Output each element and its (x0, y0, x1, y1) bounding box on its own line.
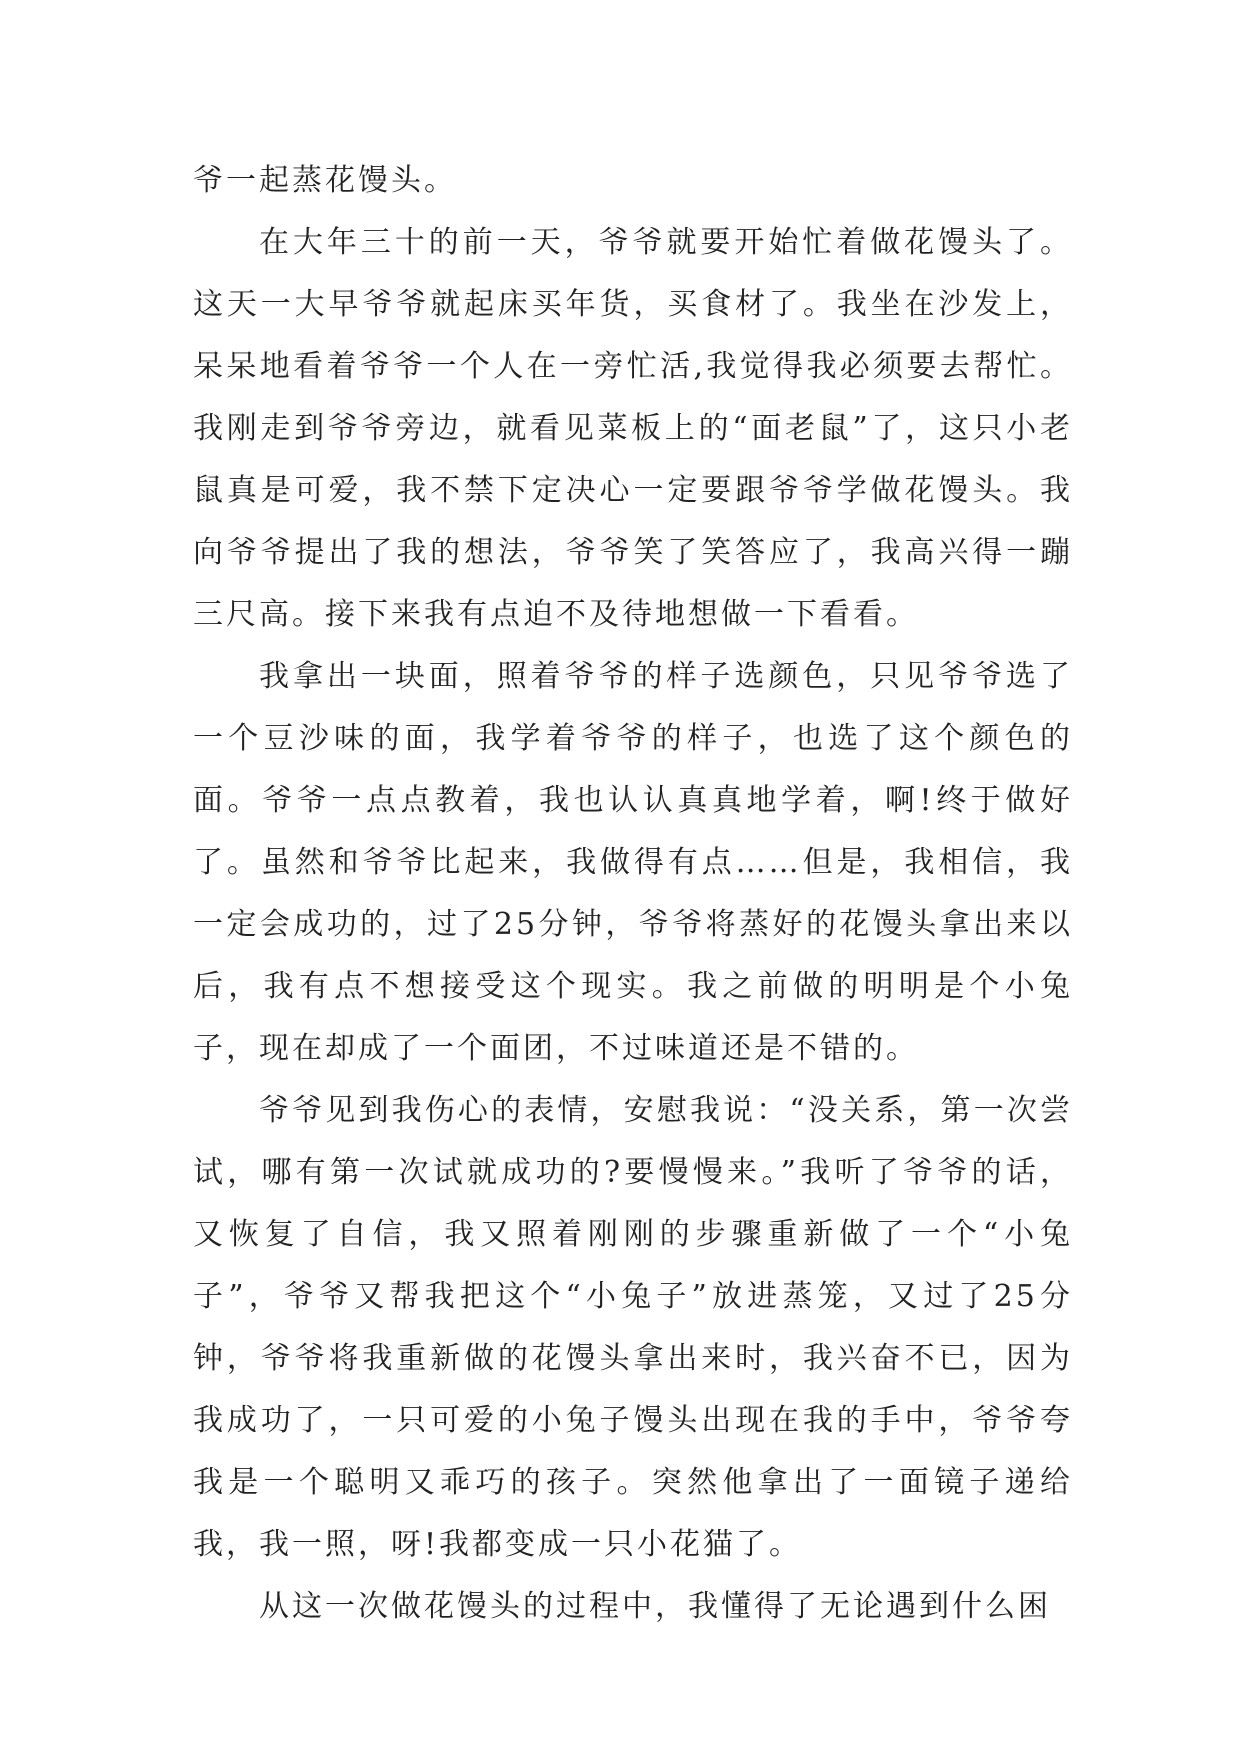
paragraph-5: 从这一次做花馒头的过程中，我懂得了无论遇到什么困 (259, 1589, 1051, 1624)
document-body (193, 150, 1073, 1638)
paragraph-2: 在大年三十的前一天，爷爷就要开始忙着做花馒头了。这天一大早爷爷就起床买年货，买食材了。我坐在沙发上，呆呆地看着爷爷一个人在一旁忙活,我觉得我必须要去帮忙。我刚走到爷爷旁边，就看见菜板上的“面老鼠”了，这只小老鼠真是可爱，我不禁下定决心一定要跟爷爷学做花馒头。我向爷爷提出了我的想法，爷爷笑了笑答应了，我高兴得一蹦三尺高。接下来我有点迫不及待地想做一下看看。 (193, 225, 1073, 632)
paragraph-3: 我拿出一块面，照着爷爷的样子选颜色，只见爷爷选了一个豆沙味的面，我学着爷爷的样子，也选了这个颜色的面。爷爷一点点教着，我也认认真真地学着，啊!终于做好了。虽然和爷爷比起来，我做得有点……但是，我相信，我一定会成功的，过了25分钟，爷爷将蒸好的花馒头拿出来以后，我有点不想接受这个现实。我之前做的明明是个小兔子，现在却成了一个面团，不过味道还是不错的。 (193, 659, 1073, 1066)
paragraph-1: 爷一起蒸花馒头。 (193, 163, 457, 198)
paragraph-4: 爷爷见到我伤心的表情，安慰我说：“没关系，第一次尝试，哪有第一次试就成功的?要慢慢来。”我听了爷爷的话，又恢复了自信，我又照着刚刚的步骤重新做了一个“小兔子”，爷爷又帮我把这个“小兔子”放进蒸笼，又过了25分钟，爷爷将我重新做的花馒头拿出来时，我兴奋不已，因为我成功了，一只可爱的小兔子馒头出现在我的手中，爷爷夸我是一个聪明又乖巧的孩子。突然他拿出了一面镜子递给我，我一照，呀!我都变成一只小花猫了。 (193, 1093, 1073, 1562)
